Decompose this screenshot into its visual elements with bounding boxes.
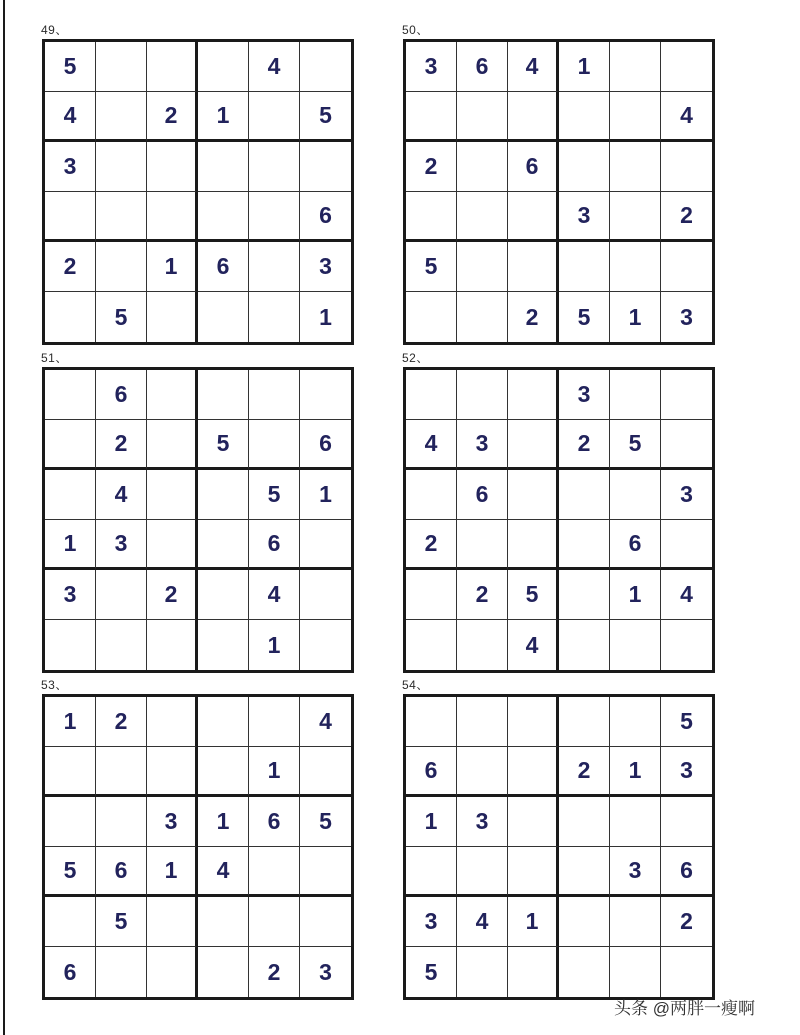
sudoku-cell: 4 — [661, 92, 712, 142]
sudoku-cell: 6 — [457, 470, 508, 520]
sudoku-cell: 5 — [406, 242, 457, 292]
sudoku-cell — [610, 42, 661, 92]
sudoku-cell — [406, 470, 457, 520]
sudoku-cell — [661, 520, 712, 570]
sudoku-cell — [457, 92, 508, 142]
sudoku-cell: 6 — [406, 747, 457, 797]
sudoku-cell — [508, 947, 559, 997]
sudoku-cell: 3 — [96, 520, 147, 570]
sudoku-cell: 4 — [45, 92, 96, 142]
sudoku-cell: 3 — [559, 192, 610, 242]
sudoku-cell — [147, 947, 198, 997]
sudoku-cell — [610, 897, 661, 947]
sudoku-cell — [457, 620, 508, 670]
sudoku-cell — [198, 620, 249, 670]
sudoku-cell — [406, 620, 457, 670]
sudoku-cell — [96, 747, 147, 797]
sudoku-cell — [45, 897, 96, 947]
sudoku-cell — [661, 947, 712, 997]
sudoku-cell — [559, 897, 610, 947]
sudoku-cell — [508, 92, 559, 142]
sudoku-cell — [249, 92, 300, 142]
sudoku-cell — [198, 192, 249, 242]
sudoku-cell — [559, 620, 610, 670]
sudoku-cell: 4 — [406, 420, 457, 470]
sudoku-cell — [559, 797, 610, 847]
sudoku-cell: 2 — [96, 697, 147, 747]
sudoku-cell: 1 — [610, 747, 661, 797]
sudoku-cell — [96, 192, 147, 242]
sudoku-cell: 1 — [249, 747, 300, 797]
sudoku-cell: 6 — [96, 370, 147, 420]
sudoku-cell: 1 — [610, 292, 661, 342]
sudoku-cell: 4 — [508, 620, 559, 670]
sudoku-cell: 2 — [406, 520, 457, 570]
sudoku-cell — [249, 242, 300, 292]
sudoku-cell — [147, 420, 198, 470]
sudoku-cell — [96, 92, 147, 142]
sudoku-cell — [96, 570, 147, 620]
sudoku-cell — [147, 520, 198, 570]
sudoku-cell: 3 — [457, 420, 508, 470]
sudoku-cell: 1 — [198, 92, 249, 142]
sudoku-cell — [508, 370, 559, 420]
sudoku-cell: 6 — [508, 142, 559, 192]
sudoku-cell — [45, 420, 96, 470]
sudoku-cell — [198, 520, 249, 570]
sudoku-cell — [610, 697, 661, 747]
sudoku-cell: 1 — [300, 470, 351, 520]
sudoku-cell — [45, 747, 96, 797]
sudoku-cell — [300, 520, 351, 570]
sudoku-cell — [147, 370, 198, 420]
sudoku-cell: 1 — [147, 847, 198, 897]
sudoku-cell — [559, 92, 610, 142]
sudoku-cell — [147, 747, 198, 797]
sudoku-cell — [249, 370, 300, 420]
sudoku-grid — [403, 694, 715, 1000]
sudoku-cell: 5 — [96, 897, 147, 947]
sudoku-cell — [406, 192, 457, 242]
sudoku-cell — [147, 292, 198, 342]
sudoku-cell — [457, 192, 508, 242]
sudoku-cell: 2 — [45, 242, 96, 292]
sudoku-cell — [198, 947, 249, 997]
sudoku-cell: 6 — [249, 520, 300, 570]
sudoku-cell — [406, 570, 457, 620]
sudoku-cell: 5 — [198, 420, 249, 470]
sudoku-cell — [508, 797, 559, 847]
sudoku-cell — [508, 520, 559, 570]
sudoku-cell — [457, 520, 508, 570]
sudoku-cell — [559, 520, 610, 570]
puzzle-number-label: 53、 — [41, 678, 68, 692]
sudoku-cell: 2 — [147, 92, 198, 142]
sudoku-grid — [403, 367, 715, 673]
sudoku-cell — [457, 947, 508, 997]
sudoku-cell — [198, 42, 249, 92]
sudoku-cell — [610, 370, 661, 420]
sudoku-cell — [508, 470, 559, 520]
sudoku-cell — [457, 242, 508, 292]
sudoku-cell: 5 — [508, 570, 559, 620]
puzzle-number-label: 52、 — [402, 351, 429, 365]
sudoku-cell: 4 — [96, 470, 147, 520]
sudoku-cell: 2 — [508, 292, 559, 342]
sudoku-cell — [198, 370, 249, 420]
sudoku-cell: 4 — [508, 42, 559, 92]
sudoku-cell — [147, 470, 198, 520]
sudoku-cell: 3 — [45, 142, 96, 192]
sudoku-cell — [147, 142, 198, 192]
sudoku-cell: 2 — [249, 947, 300, 997]
sudoku-cell — [249, 847, 300, 897]
sudoku-cell: 2 — [457, 570, 508, 620]
sudoku-cell — [457, 370, 508, 420]
sudoku-cell — [96, 142, 147, 192]
sudoku-cell — [610, 470, 661, 520]
sudoku-cell: 5 — [661, 697, 712, 747]
sudoku-cell — [406, 847, 457, 897]
sudoku-cell — [300, 747, 351, 797]
sudoku-cell: 5 — [300, 797, 351, 847]
sudoku-cell — [559, 697, 610, 747]
sudoku-cell: 5 — [96, 292, 147, 342]
sudoku-cell — [610, 242, 661, 292]
sudoku-cell: 2 — [147, 570, 198, 620]
sudoku-cell — [147, 42, 198, 92]
sudoku-cell — [45, 292, 96, 342]
sudoku-cell — [610, 142, 661, 192]
sudoku-cell — [661, 620, 712, 670]
sudoku-grid — [42, 39, 354, 345]
sudoku-cell: 3 — [45, 570, 96, 620]
sudoku-cell: 3 — [300, 242, 351, 292]
sudoku-cell: 2 — [661, 897, 712, 947]
sudoku-cell — [249, 142, 300, 192]
sudoku-cell — [406, 697, 457, 747]
sudoku-cell — [661, 797, 712, 847]
sudoku-cell — [406, 92, 457, 142]
sudoku-cell: 2 — [559, 747, 610, 797]
sudoku-cell: 3 — [147, 797, 198, 847]
sudoku-cell — [508, 192, 559, 242]
sudoku-cell: 2 — [559, 420, 610, 470]
sudoku-cell — [198, 697, 249, 747]
sudoku-cell: 1 — [406, 797, 457, 847]
sudoku-cell — [147, 897, 198, 947]
sudoku-cell: 3 — [559, 370, 610, 420]
sudoku-cell — [508, 847, 559, 897]
sudoku-cell — [249, 420, 300, 470]
sudoku-cell — [661, 142, 712, 192]
sudoku-cell — [457, 142, 508, 192]
sudoku-cell: 2 — [96, 420, 147, 470]
sudoku-cell: 3 — [661, 470, 712, 520]
sudoku-cell — [96, 947, 147, 997]
sudoku-cell: 6 — [457, 42, 508, 92]
sudoku-cell: 4 — [661, 570, 712, 620]
sudoku-cell — [457, 747, 508, 797]
sudoku-cell: 6 — [610, 520, 661, 570]
sudoku-cell — [457, 847, 508, 897]
sudoku-cell — [45, 192, 96, 242]
page-edge — [3, 0, 5, 1035]
sudoku-cell — [508, 697, 559, 747]
sudoku-cell — [300, 847, 351, 897]
puzzle-number-label: 51、 — [41, 351, 68, 365]
sudoku-cell: 4 — [457, 897, 508, 947]
sudoku-cell: 1 — [559, 42, 610, 92]
sudoku-grid — [403, 39, 715, 345]
sudoku-cell — [300, 620, 351, 670]
sudoku-cell — [661, 370, 712, 420]
sudoku-cell: 5 — [610, 420, 661, 470]
sudoku-cell: 5 — [300, 92, 351, 142]
sudoku-cell: 5 — [45, 42, 96, 92]
sudoku-cell: 3 — [406, 897, 457, 947]
sudoku-cell: 3 — [406, 42, 457, 92]
sudoku-cell — [508, 242, 559, 292]
sudoku-cell — [198, 570, 249, 620]
sudoku-cell — [610, 620, 661, 670]
sudoku-cell: 1 — [508, 897, 559, 947]
puzzle-number-label: 54、 — [402, 678, 429, 692]
sudoku-cell — [249, 292, 300, 342]
puzzle-number-label: 49、 — [41, 23, 68, 37]
sudoku-cell — [96, 42, 147, 92]
sudoku-cell: 1 — [610, 570, 661, 620]
sudoku-cell — [249, 192, 300, 242]
sudoku-cell: 3 — [680, 303, 693, 330]
sudoku-cell — [661, 242, 712, 292]
sudoku-cell: 1 — [45, 697, 96, 747]
sudoku-cell — [559, 570, 610, 620]
sudoku-cell — [96, 620, 147, 670]
sudoku-cell — [300, 570, 351, 620]
sudoku-cell — [406, 292, 457, 342]
sudoku-cell: 5 — [45, 847, 96, 897]
sudoku-cell — [300, 142, 351, 192]
sudoku-cell — [508, 420, 559, 470]
sudoku-cell — [661, 42, 712, 92]
sudoku-cell: 5 — [559, 292, 610, 342]
sudoku-cell: 6 — [300, 420, 351, 470]
sudoku-cell — [198, 292, 249, 342]
sudoku-cell — [147, 192, 198, 242]
sudoku-cell — [249, 697, 300, 747]
sudoku-cell: 3 — [319, 958, 332, 985]
sudoku-cell: 1 — [147, 242, 198, 292]
sudoku-cell — [559, 847, 610, 897]
sudoku-cell — [198, 470, 249, 520]
sudoku-cell: 6 — [300, 192, 351, 242]
sudoku-cell — [249, 897, 300, 947]
sudoku-cell — [198, 142, 249, 192]
sudoku-cell — [559, 947, 610, 997]
sudoku-cell: 4 — [249, 570, 300, 620]
sudoku-cell: 4 — [198, 847, 249, 897]
sudoku-cell — [300, 42, 351, 92]
sudoku-cell: 6 — [198, 242, 249, 292]
sudoku-cell: 1 — [249, 620, 300, 670]
sudoku-cell — [45, 797, 96, 847]
sudoku-cell: 1 — [198, 797, 249, 847]
sudoku-cell — [96, 242, 147, 292]
sudoku-cell: 2 — [661, 192, 712, 242]
sudoku-cell — [147, 697, 198, 747]
sudoku-cell — [300, 370, 351, 420]
sudoku-cell: 6 — [96, 847, 147, 897]
sudoku-cell: 3 — [457, 797, 508, 847]
sudoku-cell — [198, 897, 249, 947]
sudoku-cell: 3 — [661, 747, 712, 797]
sudoku-grid — [42, 694, 354, 1000]
sudoku-cell: 4 — [300, 697, 351, 747]
sudoku-cell — [559, 142, 610, 192]
puzzle-number-label: 50、 — [402, 23, 429, 37]
sudoku-cell: 1 — [45, 520, 96, 570]
sudoku-cell — [300, 897, 351, 947]
sudoku-cell — [45, 620, 96, 670]
sudoku-cell — [508, 747, 559, 797]
sudoku-cell: 5 — [406, 947, 457, 997]
sudoku-cell — [610, 192, 661, 242]
sudoku-cell — [406, 370, 457, 420]
source-watermark: 头条 @两胖一瘦啊 — [614, 999, 755, 1018]
sudoku-grid — [42, 367, 354, 673]
sudoku-cell: 6 — [661, 847, 712, 897]
sudoku-cell — [96, 797, 147, 847]
sudoku-cell: 1 — [319, 303, 332, 330]
sudoku-cell — [198, 747, 249, 797]
sudoku-cell — [559, 242, 610, 292]
sudoku-cell — [457, 292, 508, 342]
sudoku-cell: 5 — [249, 470, 300, 520]
sudoku-cell — [45, 470, 96, 520]
sudoku-cell — [559, 470, 610, 520]
sudoku-cell — [457, 697, 508, 747]
sudoku-cell — [45, 370, 96, 420]
sudoku-cell: 3 — [610, 847, 661, 897]
sudoku-cell — [661, 420, 712, 470]
sudoku-cell: 6 — [45, 947, 96, 997]
sudoku-cell — [610, 947, 661, 997]
sudoku-cell: 4 — [249, 42, 300, 92]
sudoku-cell — [610, 92, 661, 142]
sudoku-cell: 6 — [249, 797, 300, 847]
sudoku-cell: 2 — [406, 142, 457, 192]
sudoku-cell — [147, 620, 198, 670]
sudoku-cell — [610, 797, 661, 847]
